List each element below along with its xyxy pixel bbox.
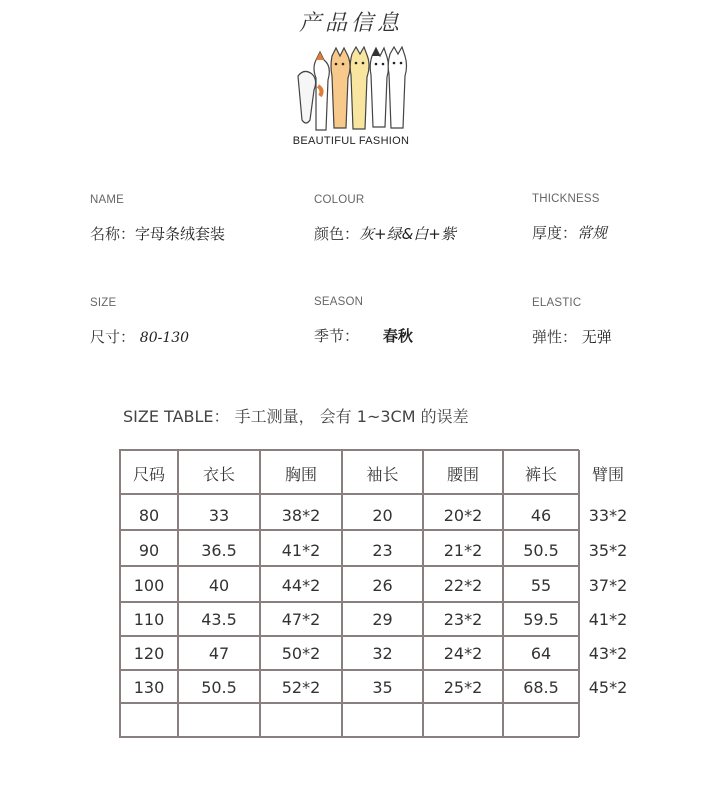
table-cell: 44*2 [281, 576, 321, 595]
table-cell: 90 [138, 541, 160, 560]
table-cell: 46 [530, 506, 552, 525]
table-cell: 22*2 [443, 576, 483, 595]
table-cell: 68.5 [523, 678, 559, 697]
table-cell: 41*2 [281, 541, 321, 560]
size-label: SIZE [90, 297, 117, 309]
table-cell: 43*2 [588, 644, 628, 663]
table-cell: 80 [138, 506, 160, 525]
size-table-caption: SIZE TABLE： 手工测量， 会有 1~3CM 的误差 [123, 407, 469, 426]
table-cell: 41*2 [588, 610, 628, 629]
table-cell: 33*2 [588, 506, 628, 525]
table-cell: 50.5 [523, 541, 559, 560]
table-cell: 36.5 [201, 541, 237, 560]
table-cell: 55 [530, 576, 552, 595]
table-cell: 35*2 [588, 541, 628, 560]
elastic-value: 弹性： 无弹 [532, 328, 612, 346]
header-cell: 腰围 [446, 465, 479, 484]
table-cell: 40 [208, 576, 230, 595]
table-cell: 50.5 [201, 678, 237, 697]
table-cell: 38*2 [281, 506, 321, 525]
page-title: 产品信息 [298, 11, 403, 36]
header-cell: 袖长 [366, 465, 399, 484]
table-cell: 20*2 [443, 506, 483, 525]
table-cell: 100 [133, 576, 165, 595]
table-cell: 120 [133, 644, 165, 663]
table-cell: 59.5 [523, 610, 559, 629]
header-cell: 衣长 [202, 465, 235, 484]
table-cell: 64 [530, 644, 552, 663]
header-cell: 尺码 [132, 465, 165, 484]
name-label: NAME [90, 194, 125, 206]
season-label: SEASON [314, 296, 364, 308]
table-cell: 45*2 [588, 678, 628, 697]
table-cell: 110 [133, 610, 165, 629]
header-cell: 裤长 [524, 465, 557, 484]
table-cell: 32 [372, 644, 393, 663]
table-cell: 33 [208, 506, 230, 525]
table-cell: 23*2 [443, 610, 483, 629]
size-value: 尺寸： 80-130 [90, 328, 190, 346]
table-cell: 26 [372, 576, 393, 595]
brand-name: BEAUTIFUL FASHION [292, 135, 410, 147]
header-cell: 臂围 [591, 465, 624, 484]
thickness-value: 厚度：常规 [532, 224, 608, 242]
table-cell: 21*2 [443, 541, 483, 560]
colour-label: COLOUR [314, 194, 365, 206]
table-cell: 52*2 [281, 678, 321, 697]
header-cell: 胸围 [284, 465, 317, 484]
table-cell: 35 [372, 678, 393, 697]
table-cell: 47*2 [281, 610, 321, 629]
season-value: 季节： 春秋 [314, 327, 413, 345]
table-cell: 29 [372, 610, 393, 629]
elastic-label: ELASTIC [532, 297, 582, 309]
table-cell: 25*2 [443, 678, 483, 697]
table-cell: 50*2 [281, 644, 321, 663]
table-cell: 130 [133, 678, 165, 697]
table-cell: 47 [208, 644, 230, 663]
thickness-label: THICKNESS [532, 193, 600, 205]
table-cell: 37*2 [588, 576, 628, 595]
colour-value: 颜色：灰+绿&白+紫 [314, 225, 456, 243]
table-cell: 24*2 [443, 644, 483, 663]
table-cell: 20 [372, 506, 393, 525]
name-value: 名称：字母条绒套装 [90, 225, 226, 243]
table-cell: 43.5 [201, 610, 237, 629]
table-cell: 23 [372, 541, 393, 560]
